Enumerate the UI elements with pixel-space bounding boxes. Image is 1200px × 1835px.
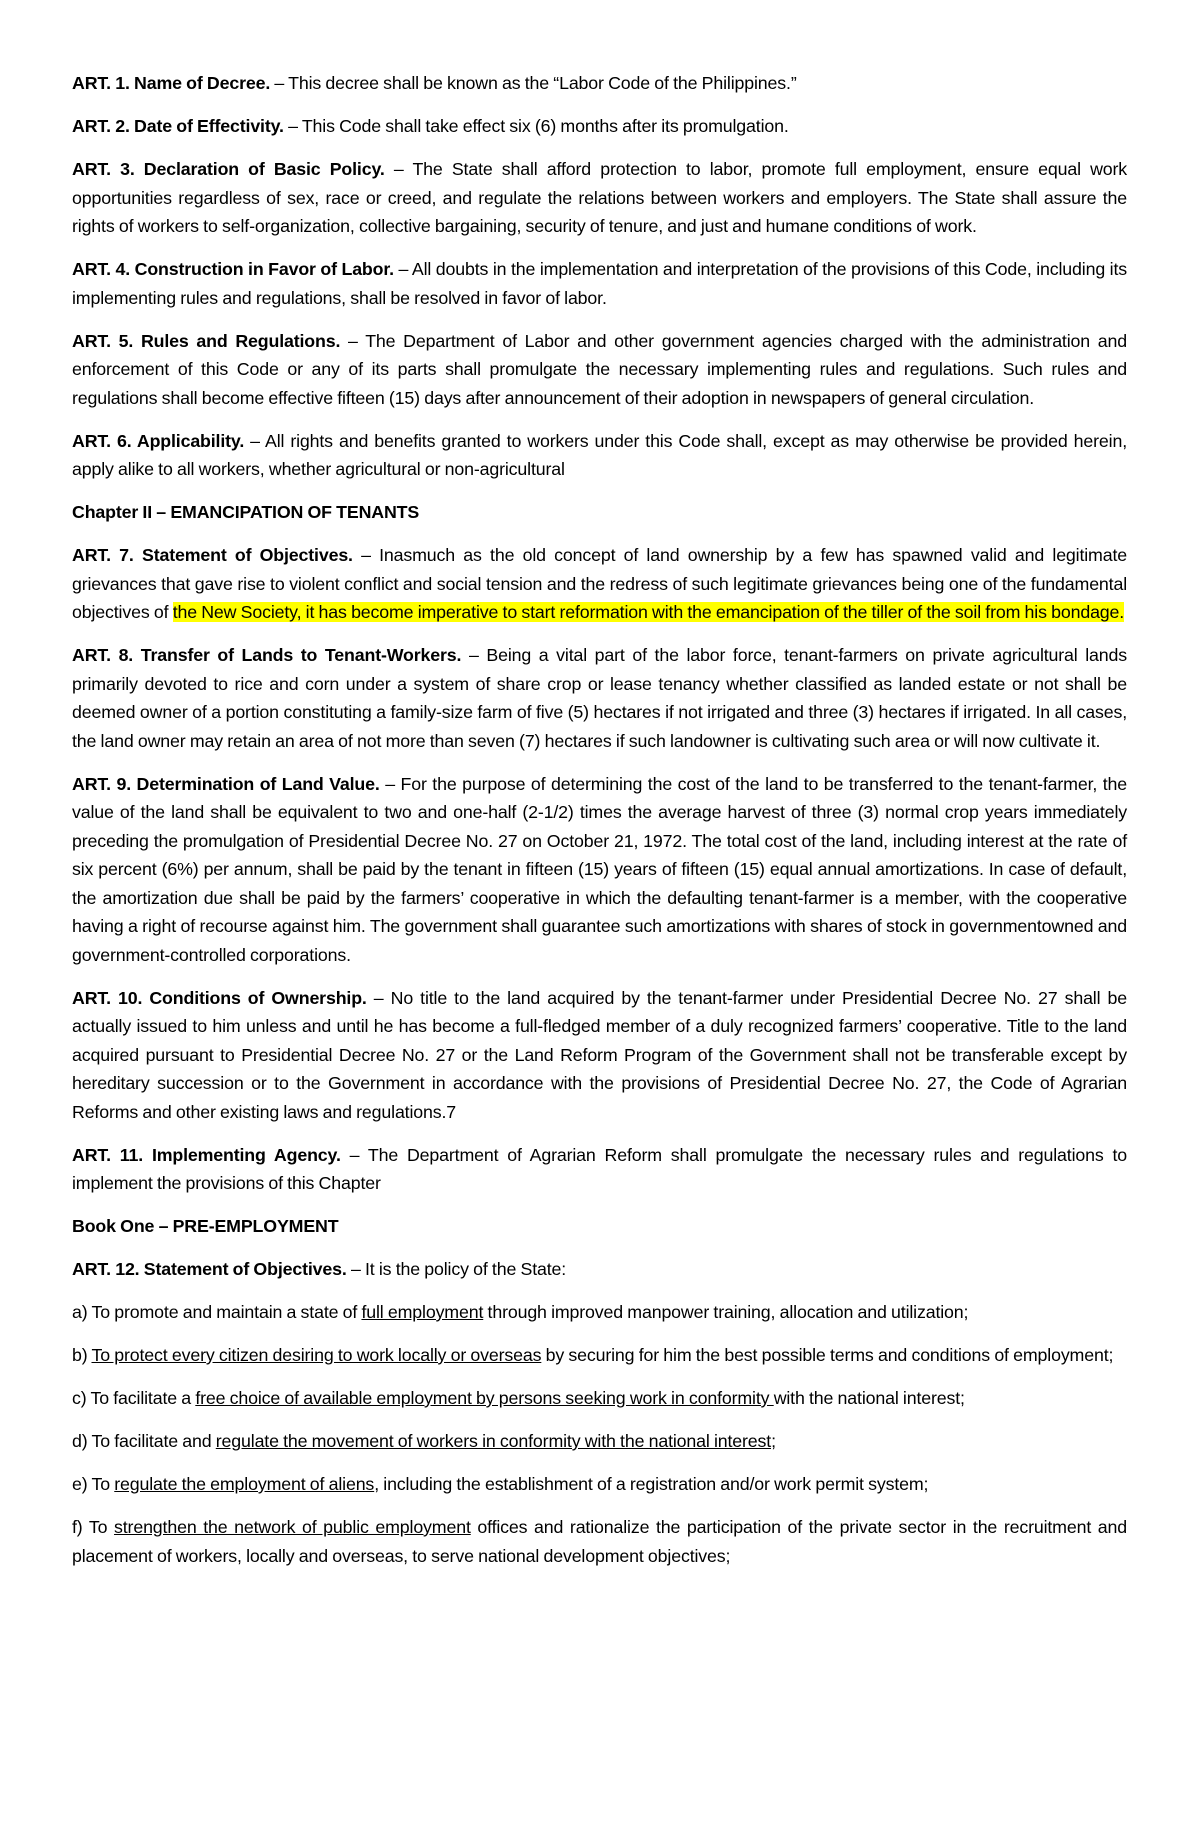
objective-item-c [72, 1384, 1127, 1413]
item-a-underlined: full employment [361, 1302, 484, 1322]
article-4-heading: ART. 4. Construction in Favor of Labor. [72, 259, 394, 279]
article-9-heading: ART. 9. Determination of Land Value. [72, 773, 380, 794]
article-12-text: – It is the policy of the State: [346, 1259, 567, 1279]
article-4-text: – All doubts in the implementation and interpretation of the provisions of this Code, including its implementing rules and regulations, shall be resolved in favor of labor. [72, 259, 1127, 308]
item-f-underlined: strengthen the network of public employment [114, 1517, 471, 1537]
item-c-pre: c) To facilitate a [72, 1388, 196, 1408]
item-c-underlined: free choice of available employment by persons seeking work in conformity [195, 1388, 774, 1408]
item-d-underlined: regulate the movement of workers in conformity with the national interest; [215, 1431, 776, 1451]
article-5-text: – The Department of Labor and other government agencies charged with the administration and enforcement of this Code or any of its parts shall promulgate the necessary implementing rules and regulations. Such rules and regulations shall become effective fifteen (15) days after announcement of their adoption in newspapers of general circulation. [72, 330, 1127, 408]
article-8-text: – Being a vital part of the labor force, tenant-farmers on private agricultural lands primarily devoted to rice and corn under a system of share crop or lease tenancy whether classified as landed estate or not shall be deemed owner of a portion constituting a family-size farm of five (5) hectares if not irrigated and three (3) hectares if irrigated. In all cases, the land owner may retain an area of not more than seven (7) hectares if such landowner is cultivating such area or will now cultivate it. [72, 645, 1127, 751]
article-5-heading: ART. 5. Rules and Regulations. [72, 330, 341, 351]
item-e-post: , including the establishment of a registration and/or work permit system; [374, 1474, 929, 1494]
article-12-heading: ART. 12. Statement of Objectives. [72, 1259, 347, 1279]
article-3-text: – The State shall afford protection to labor, promote full employment, ensure equal work opportunities regardless of sex, race or creed, and regulate the relations between workers and employers. The State shall assure the rights of workers to self-organization, collective bargaining, security of tenure, and just and humane conditions of work. [72, 159, 1128, 236]
article-11 [72, 1141, 1127, 1198]
objective-item-b [72, 1341, 1127, 1370]
article-1-text: – This decree shall be known as the “Labor Code of the Philippines.” [270, 73, 797, 93]
item-b-post: by securing for him the best possible terms and conditions of employment; [541, 1345, 1114, 1365]
item-a-pre: a) To promote and maintain a state of [72, 1302, 362, 1322]
objective-item-e [72, 1470, 1127, 1499]
item-f-pre: f) To [72, 1517, 115, 1537]
article-10-heading: ART. 10. Conditions of Ownership. [72, 987, 367, 1008]
article-5 [72, 327, 1127, 413]
article-7 [72, 541, 1127, 627]
article-11-text: – The Department of Agrarian Reform shall promulgate the necessary rules and regulations to implement the provisions of this Chapter [72, 1144, 1128, 1193]
article-1-heading: ART. 1. Name of Decree. [72, 73, 271, 93]
article-2-heading: ART. 2. Date of Effectivity. [72, 116, 284, 136]
article-4 [72, 255, 1127, 312]
article-2-text: – This Code shall take effect six (6) months after its promulgation. [283, 116, 789, 136]
objective-item-f [72, 1513, 1127, 1570]
article-10-text: – No title to the land acquired by the tenant-farmer under Presidential Decree No. 27 shall be actually issued to him unless and until he has become a full-fledged member of a duly recognized farmers’ cooperative. Title to the land acquired pursuant to Presidential Decree No. 27 or the Land Reform Program of the Government shall not be transferable except by hereditary succession or to the Government in accordance with the provisions of Presidential Decree No. 27, the Code of Agrarian Reforms and other existing laws and regulations.7 [72, 987, 1127, 1122]
book-heading: Book One – PRE-EMPLOYMENT [72, 1216, 339, 1236]
article-3 [72, 155, 1127, 241]
item-b-pre: b) [72, 1345, 92, 1365]
item-d-pre: d) To facilitate and [72, 1431, 216, 1451]
chapter-heading: Chapter II – EMANCIPATION OF TENANTS [72, 502, 420, 522]
article-7-heading: ART. 7. Statement of Objectives. [72, 545, 353, 565]
article-7-highlight: the New Society, it has become imperative to start reformation with the emancipation of the tiller of the soil from his bondage. [172, 602, 1125, 622]
item-f-post: offices and rationalize the participation of the private sector in the recruitment and placement of workers, locally and overseas, to serve national development objectives; [72, 1517, 1127, 1566]
item-b-underlined: To protect every citizen desiring to work locally or overseas [91, 1345, 542, 1365]
article-2 [72, 112, 1127, 141]
item-c-post: with the national interest; [773, 1388, 965, 1408]
item-e-pre: e) To [72, 1474, 115, 1494]
article-6-text: – All rights and benefits granted to workers under this Code shall, except as may otherwise be provided herein, apply alike to all workers, whether agricultural or non-agricultural [72, 430, 1127, 479]
article-9 [72, 770, 1127, 970]
article-6-heading: ART. 6. Applicability. [72, 430, 245, 451]
article-1 [72, 69, 1127, 98]
article-6 [72, 427, 1127, 484]
article-7-text: – Inasmuch as the old concept of land ownership by a few has spawned valid and legitimate grievances that gave rise to violent conflict and social tension and the redress of such legitimate grievances being one of the fundamental objectives of [72, 545, 1127, 622]
objective-item-a [72, 1298, 1127, 1327]
article-8 [72, 641, 1127, 755]
article-9-text: – For the purpose of determining the cost of the land to be transferred to the tenant-farmer, the value of the land shall be equivalent to two and one-half (2-1/2) times the average harvest of three (3) normal crop years immediately preceding the promulgation of Presidential Decree No. 27 on October 21, 1972. The total cost of the land, including interest at the rate of six percent (6%) per annum, shall be paid by the tenant in fifteen (15) years of fifteen (15) equal annual amortizations. In case of default, the amortization due shall be paid by the farmers’ cooperative in which the defaulting tenant-farmer is a member, with the cooperative having a right of recourse against him. The government shall guarantee such amortizations with shares of stock in governmentowned and government-controlled corporations. [72, 773, 1127, 965]
objective-item-d [72, 1427, 1127, 1456]
article-12 [72, 1255, 1127, 1284]
article-11-heading: ART. 11. Implementing Agency. [72, 1144, 341, 1165]
article-8-heading: ART. 8. Transfer of Lands to Tenant-Workers. [72, 645, 462, 665]
article-10 [72, 984, 1127, 1127]
article-3-heading: ART. 3. Declaration of Basic Policy. [72, 159, 385, 179]
item-e-underlined: regulate the employment of aliens [114, 1474, 375, 1494]
item-a-post: through improved manpower training, allocation and utilization; [483, 1302, 969, 1322]
